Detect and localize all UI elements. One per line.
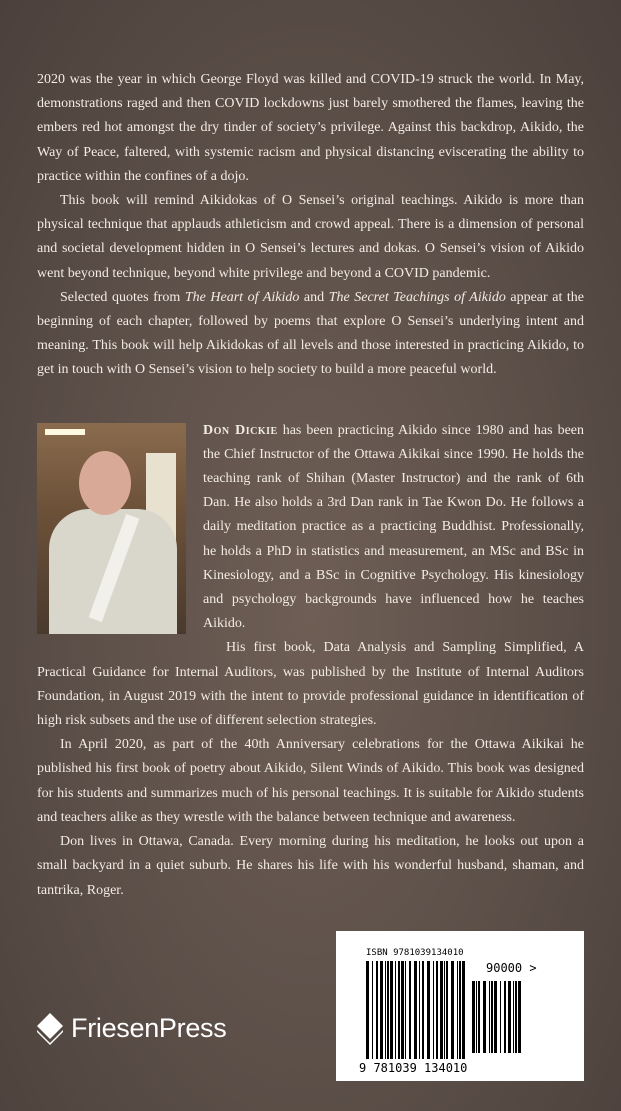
- isbn-barcode: [336, 931, 584, 1081]
- barcode-bar: [409, 961, 411, 1059]
- text: has been practicing Aikido since 1980 and has been the Chief Instructor of the Ottawa Aikikai since 1990. He holds the teaching rank of Shihan (Master Instructor) and the rank of 6th Dan. He also holds a 3rd Dan rank in Tae Kwon Do. He follows a daily meditation practice as a practicing Buddhist. Professionally, he holds a PhD in statistics and measurement, an MSc and BSc in Kinesiology, and a BSc in Cognitive Psychology. His kinesiology and psychology backgrounds have influenced how he teaches Aikido.: [203, 422, 584, 632]
- barcode-bar: [494, 981, 497, 1053]
- barcode-bar: [500, 981, 501, 1053]
- barcode-bar: [476, 981, 477, 1053]
- barcode-bar: [372, 961, 373, 1059]
- text: and: [299, 289, 329, 305]
- barcode-bar: [489, 981, 490, 1053]
- barcode-bar: [518, 981, 521, 1053]
- barcode-bar: [504, 981, 506, 1053]
- price-code: 90000 >: [486, 960, 537, 975]
- barcode-bar: [436, 961, 438, 1059]
- barcode-bar: [446, 961, 448, 1059]
- barcode-bar: [422, 961, 424, 1059]
- author-name: Don Dickie: [203, 422, 278, 438]
- barcode-bar: [380, 961, 383, 1059]
- barcode-bar: [451, 961, 454, 1059]
- barcode-bar: [472, 981, 475, 1053]
- addon-barcode-bars: [472, 981, 522, 1053]
- barcode-bar: [401, 961, 404, 1059]
- barcode-bar: [414, 961, 417, 1059]
- barcode-bar: [457, 961, 458, 1059]
- bio-paragraph: His first book, Data Analysis and Sampling Simplified, A Practical Guidance for Internal Auditors, was published by the Institute of Internal Auditors Foundation, in August 2019 with the intent to provide professional guidance in identification of high risk subsets and the use of different selection strategies.: [37, 640, 584, 729]
- barcode-bar: [513, 981, 514, 1053]
- barcode-bar: [508, 981, 511, 1053]
- barcode-bar: [462, 961, 465, 1059]
- barcode-bar: [390, 961, 393, 1059]
- barcode-bar: [395, 961, 396, 1059]
- cover-footer: [37, 931, 584, 1081]
- blurb-paragraph: 2020 was the year in which George Floyd was killed and COVID-19 struck the world. In May, demonstrations raged and then COVID lockdowns just barely smothered the flames, leaving the embers red hot amongst the dry tinder of society’s privilege. Against this backdrop, Aikido, the Way of Peace, faltered, with systemic racism and physical distancing eviscerating the ability to practice within the confines of a dojo.: [37, 72, 584, 184]
- blurb-paragraph: This book will remind Aikidokas of O Sensei’s original teachings. Aikido is more than physical technique that applauds athleticism and crowd appeal. There is a dimension of personal and societal development hidden in O Sensei’s lectures and dokas. O Sensei’s vision of Aikido went beyond technique, beyond white privilege and beyond a COVID pandemic.: [37, 193, 584, 281]
- text: Selected quotes from: [60, 289, 185, 305]
- barcode-bar: [459, 961, 461, 1059]
- book-title: The Heart of Aikido: [184, 289, 300, 305]
- barcode-bar: [366, 961, 369, 1059]
- publisher-logo: [37, 1013, 226, 1045]
- author-photo: [37, 423, 186, 634]
- publisher-name: FriesenPress: [71, 1013, 227, 1044]
- barcode-bar: [444, 961, 445, 1059]
- barcode-bars: [366, 961, 466, 1059]
- author-bio: [37, 419, 584, 903]
- isbn-digits: 9 781039 134010: [359, 1060, 468, 1075]
- barcode-bar: [398, 961, 400, 1059]
- barcode-bar: [376, 961, 378, 1059]
- barcode-bar: [515, 981, 517, 1053]
- isbn-label: ISBN 9781039134010: [366, 947, 464, 958]
- book-title: The Secret Teachings of Aikido: [328, 289, 506, 305]
- bio-paragraph: Don lives in Ottawa, Canada. Every morning during his meditation, he looks out upon a small backyard in a quiet suburb. He shares his life with his wonderful husband, shaman, and tantrika, Roger.: [37, 834, 584, 898]
- blurb-paragraph: [37, 286, 584, 383]
- barcode-bar: [419, 961, 420, 1059]
- friesenpress-logo-icon: [37, 1013, 63, 1045]
- barcode-bar: [385, 961, 386, 1059]
- text: appear at the beginning of each chapter, followed by poems that explore O Sensei’s underlying intent and meaning. This book will help Aikidokas of all levels and those interested in practicing Aikido, to get in touch with O Sensei’s vision to help society to build a more peaceful world.: [37, 289, 585, 378]
- bio-paragraph: In April 2020, as part of the 40th Anniversary celebrations for the Ottawa Aikikai he published his first book of poetry about Aikido, Silent Winds of Aikido. This book was designed for his students and summarizes much of his personal teachings. It is suitable for Aikido students and teachers alike as they wrestle with the balance between technique and awareness.: [37, 737, 584, 825]
- back-cover-blurb: [37, 68, 584, 383]
- barcode-bar: [427, 961, 430, 1059]
- barcode-bar: [491, 981, 493, 1053]
- barcode-bar: [387, 961, 389, 1059]
- barcode-bar: [433, 961, 434, 1059]
- barcode-bar: [483, 981, 486, 1053]
- barcode-bar: [478, 981, 480, 1053]
- barcode-bar: [405, 961, 406, 1059]
- barcode-bar: [440, 961, 443, 1059]
